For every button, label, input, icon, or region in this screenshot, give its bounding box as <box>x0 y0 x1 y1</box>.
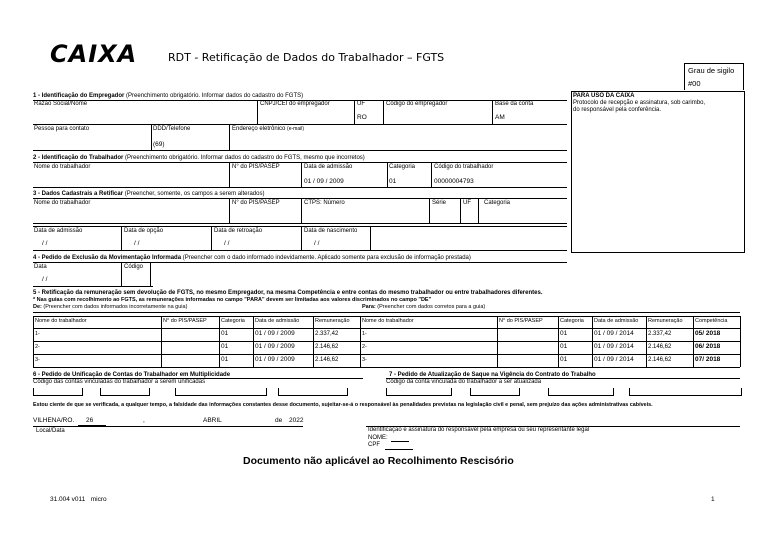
s5-para-row-num: 3- <box>362 357 367 363</box>
caixa-use-line1: Protocolo de recepção e assinatura, sob carimbo, <box>573 100 706 106</box>
s5-de-header-1: N° do PIS/PASEP <box>163 318 207 324</box>
cpf-label: CPF <box>368 442 380 448</box>
s5-col-line <box>740 316 741 367</box>
s4-data-label: Data <box>34 264 47 270</box>
s1-ddd-label: DDD/Telefone <box>153 126 191 132</box>
account-code-box[interactable] <box>386 388 452 396</box>
s2-codigo-label: Código do trabalhador <box>434 164 494 170</box>
sign-comma: , <box>143 417 145 424</box>
s6-title: 6 - Pedido de Unificação de Contas do Trabalhador em Multiplicidade <box>33 372 231 378</box>
footer-code: 31.004 v011 micro <box>50 496 107 503</box>
s1-contato-label: Pessoa para contato <box>34 126 90 132</box>
s5-de-row-cat[interactable]: 01 <box>221 343 229 350</box>
s5-row-line <box>33 341 740 342</box>
s5-de-header-2: Categoria <box>221 318 245 324</box>
account-code-box[interactable] <box>175 388 267 396</box>
s1-ddd-value[interactable]: (69) <box>153 141 165 148</box>
s6-sub: Código das contas vinculadas do trabalhador a serem unificadas <box>33 379 206 385</box>
s5-row-line <box>33 328 740 329</box>
s4-title: 4 - Pedido de Exclusão da Movimentação Informada (Preencher com o dado informado indevidamente. Aplicado somente para exclusão de informação prestada) <box>33 255 471 261</box>
s2-title: 2 - Identificação do Trabalhador (Preenchimento obrigatório. Informar dados do cadastro do FGTS, mesmo que incorretos) <box>33 155 365 161</box>
s5-col-line <box>497 316 498 367</box>
sign-place[interactable]: VILHENA/RO. <box>33 417 75 424</box>
s3-retroacao-date[interactable]: / / <box>224 240 230 247</box>
s5-col-line <box>253 316 254 367</box>
sign-month[interactable]: ABRIL <box>203 417 222 424</box>
s3-opcao-date[interactable]: / / <box>134 240 140 247</box>
s3-admissao-label: Data de admissão <box>34 228 83 234</box>
s5-de-header-0: Nome do trabalhador <box>35 318 87 324</box>
s5-col-line <box>592 316 593 367</box>
s5-para-row-cat[interactable]: 01 <box>560 330 568 337</box>
s5-de-header-4: Remuneração <box>315 318 350 324</box>
s5-col-line <box>219 316 220 367</box>
s2-codigo-value[interactable]: 00000004793 <box>434 178 474 185</box>
s5-para-row-adm[interactable]: 01 / 09 / 2014 <box>594 343 634 350</box>
s4-codigo-label: Código <box>124 264 144 270</box>
s1-base-value[interactable]: AM <box>495 114 505 121</box>
sign-year[interactable]: 2022 <box>289 417 304 424</box>
account-code-box[interactable] <box>100 388 150 396</box>
s5-col-line <box>646 316 647 367</box>
s5-para-header-2: Categoria <box>560 318 584 324</box>
account-code-box[interactable] <box>278 388 348 396</box>
s5-de-row-rem[interactable]: 2.146,62 <box>315 344 339 350</box>
s5-row-line <box>33 354 740 355</box>
s5-para-header-3: Data de admissão <box>594 318 639 324</box>
s5-title: 5 - Retificação da remuneração sem devolução de FGTS, no mesmo Empregador, na mesma Competência e entre contas do mesmo trabalhador ou entre trabalhadores diferentes. <box>33 290 543 296</box>
s1-uf-label: UF <box>357 101 365 107</box>
s5-para-header-4: Remuneração <box>648 318 683 324</box>
s3-nascimento-label: Data de nascimento <box>304 228 358 234</box>
s1-base-label: Base da conta <box>495 101 534 107</box>
s5-de-row-rem[interactable]: 2.337,42 <box>315 331 339 337</box>
s3-title: 3 - Dados Cadastrais a Retificar (Preencher, somente, os campos a serem alterados) <box>33 191 265 197</box>
s5-de-header-3: Data de admissão <box>255 318 300 324</box>
s3-uf-label: UF <box>463 200 471 206</box>
s5-para-row-rem[interactable]: 2.337,42 <box>648 331 672 337</box>
s5-de-row-rem[interactable]: 2.146,62 <box>315 357 339 363</box>
account-code-box[interactable] <box>548 388 614 396</box>
caixa-use-line2: do responsável pela conferência. <box>573 107 662 113</box>
s5-para-label: Para: (Preencher com dados corretos para a guia) <box>362 304 486 310</box>
s2-admissao-value[interactable]: 01 / 09 / 2009 <box>304 178 344 185</box>
s5-para-header-5: Competência <box>695 318 728 324</box>
grau-sigilo-label: Grau de sigilo <box>688 66 735 75</box>
s5-para-row-comp[interactable]: 07/ 2018 <box>695 356 721 363</box>
s2-categoria-label: Categoria <box>389 164 416 170</box>
s5-de-label: De: (Preencher com dados informados incorretamente na guia) <box>33 304 188 310</box>
s3-nome-label: Nome do trabalhador <box>34 200 91 206</box>
s7-sub: Código da conta vinculada do trabalhador a ser atualizada <box>386 379 542 385</box>
s5-col-line <box>360 316 361 367</box>
s5-de-row-num: 1- <box>35 331 40 337</box>
s4-data-date[interactable]: / / <box>42 276 48 283</box>
s2-categoria-value[interactable]: 01 <box>389 178 397 185</box>
s5-para-header-1: N° do PIS/PASEP <box>499 318 543 324</box>
sign-day[interactable]: 26 <box>86 417 94 424</box>
page-number: 1 <box>711 496 715 503</box>
document-title: RDT - Retificação de Dados do Trabalhador – FGTS <box>168 51 445 64</box>
s2-pis-label: N° do PIS/PASEP <box>232 164 280 170</box>
s5-para-row-num: 1- <box>362 331 367 337</box>
s3-serie-label: Série <box>432 200 447 206</box>
sign-de: de <box>275 417 283 424</box>
s5-para-row-rem[interactable]: 2.146,62 <box>648 344 672 350</box>
s5-de-row-adm[interactable]: 01 / 09 / 2009 <box>255 330 295 337</box>
ident-label: Identificação e assinatura do responsável pela empresa ou seu representante legal <box>368 427 590 433</box>
declaration: Estou ciente de que se verificada, a qualquer tempo, a falsidade das informações constantes desse documento, sujeitar-se-á o responsável às penalidades previstas na legislação civil e penal, sem prejuízo das ações administrativas cabíveis. <box>33 402 653 408</box>
grau-sigilo-value: #00 <box>688 79 701 88</box>
s5-de-row-num: 3- <box>35 357 40 363</box>
s1-title: 1 - Identificação do Empregador (Preenchimento obrigatório. Informar dados do cadastro do FGTS) <box>33 93 304 99</box>
s5-de-row-cat[interactable]: 01 <box>221 356 229 363</box>
s5-para-row-comp[interactable]: 06/ 2018 <box>695 343 721 350</box>
s1-razao-label: Razão Social/Nome <box>34 101 88 107</box>
account-code-box[interactable] <box>470 388 520 396</box>
s5-para-row-comp[interactable]: 05/ 2018 <box>695 330 721 337</box>
s3-ctps-label: CTPS: Número <box>304 200 345 206</box>
s5-de-row-adm[interactable]: 01 / 09 / 2009 <box>255 356 295 363</box>
s5-de-row-cat[interactable]: 01 <box>221 330 229 337</box>
account-code-box[interactable] <box>33 388 83 396</box>
grau-sigilo-box <box>684 63 744 90</box>
s1-cnpj-label: CNPJ/CEI do empregador <box>260 101 330 107</box>
s5-col-line <box>558 316 559 367</box>
s5-col-line <box>161 316 162 367</box>
s3-retroacao-label: Data de retroação <box>214 228 263 234</box>
s5-para-row-adm[interactable]: 01 / 09 / 2014 <box>594 356 634 363</box>
s5-row-line <box>33 367 740 368</box>
s3-pis-label: N° do PIS/PASEP <box>232 200 280 206</box>
s5-col-line <box>33 316 34 367</box>
caixa-use-title: PARA USO DA CAIXA <box>573 93 635 99</box>
s3-categoria-label: Categoria <box>484 200 511 206</box>
s5-col-line <box>693 316 694 367</box>
s5-de-row-num: 2- <box>35 344 40 350</box>
s5-de-row-adm[interactable]: 01 / 09 / 2009 <box>255 343 295 350</box>
s5-col-line <box>313 316 314 367</box>
s3-opcao-label: Data de opção <box>124 228 164 234</box>
nome-label: NOME: <box>368 435 388 441</box>
s5-para-row-rem[interactable]: 2.146,62 <box>648 357 672 363</box>
s5-para-header-0: Nome do trabalhador <box>362 318 414 324</box>
account-code-box[interactable] <box>629 388 742 396</box>
footer-notice: Documento não aplicável ao Recolhimento Rescisório <box>243 455 514 467</box>
s1-email-label: Endereço eletrônico (e-mail) <box>232 126 304 132</box>
s5-para-row-adm[interactable]: 01 / 09 / 2014 <box>594 330 634 337</box>
s5-para-row-cat[interactable]: 01 <box>560 343 568 350</box>
s5-warning: * Nas guias com recolhimento ao FGTS, as remunerações informadas no campo "PARA" devem ser limitadas aos valores discriminados no campo "DE" <box>33 297 432 303</box>
caixa-logo: CAIXA <box>50 40 138 68</box>
s3-admissao-date[interactable]: / / <box>42 240 48 247</box>
s1-uf-value[interactable]: RO <box>357 114 367 121</box>
s3-nascimento-date[interactable]: / / <box>314 240 320 247</box>
s2-nome-label: Nome do trabalhador <box>34 164 91 170</box>
s1-codigo-label: Código do empregador <box>386 101 448 107</box>
s2-admissao-label: Data de admissão <box>304 164 353 170</box>
caixa-use-box <box>571 91 745 253</box>
s5-para-row-cat[interactable]: 01 <box>560 356 568 363</box>
local-data-label: Local/Data <box>36 428 65 434</box>
s5-para-row-num: 2- <box>362 344 367 350</box>
s7-title: 7 - Pedido de Atualização de Saque na Vigência do Contrato do Trabalho <box>389 372 596 378</box>
